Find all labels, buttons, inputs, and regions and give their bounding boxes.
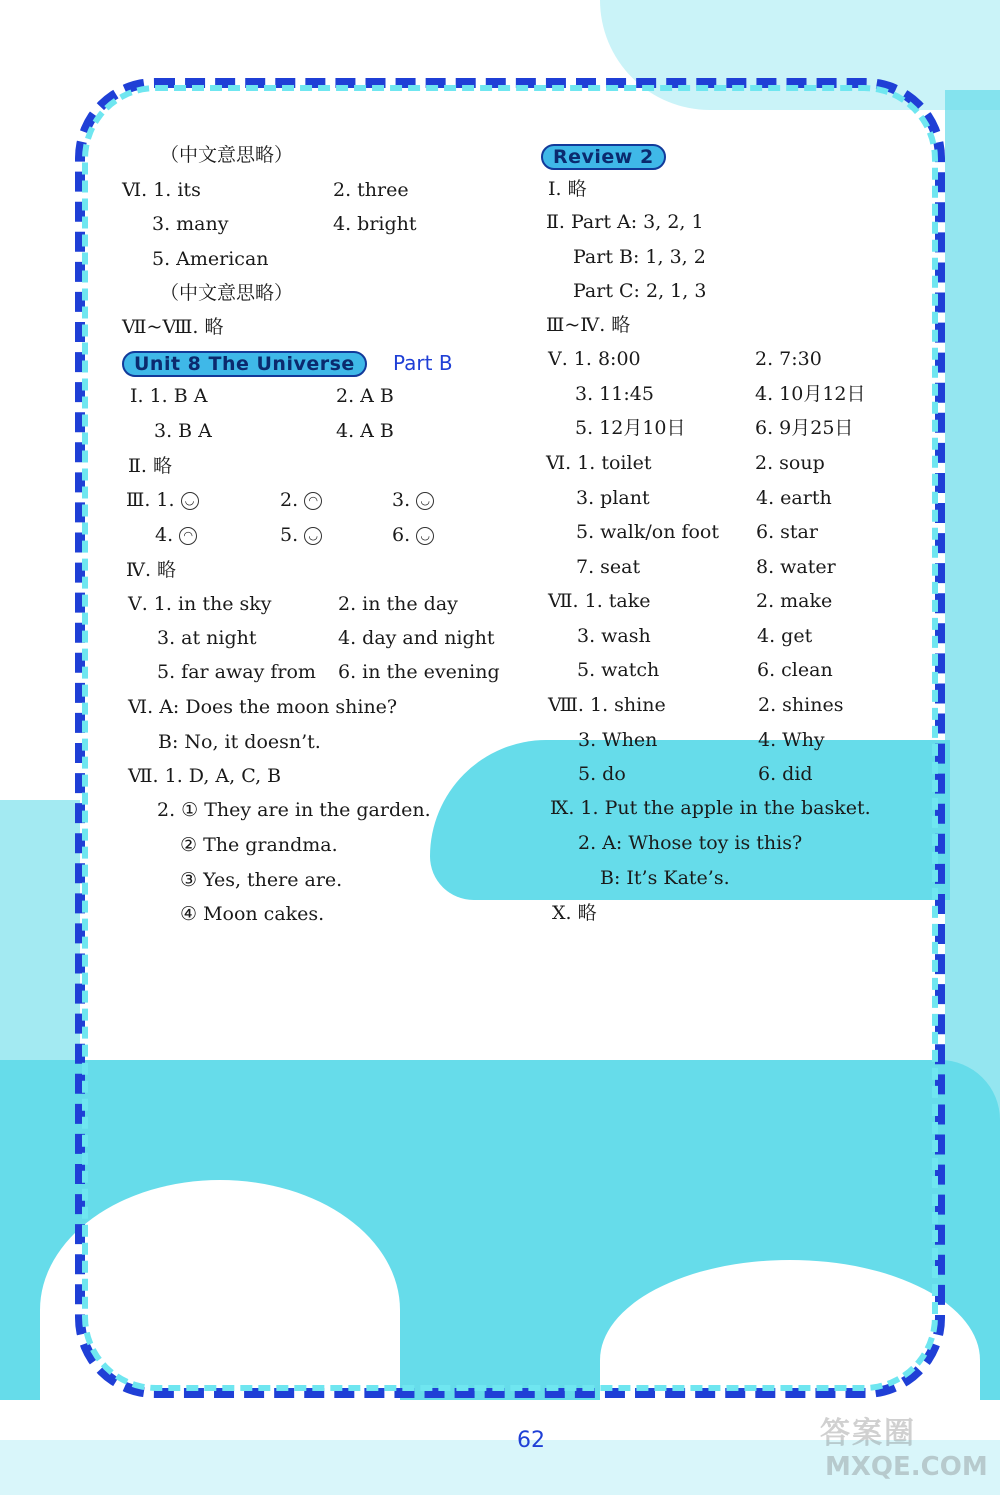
left-vii-1: Ⅶ. 1. D, A, C, B (128, 765, 282, 787)
left-iv: Ⅳ. 略 (126, 559, 177, 581)
left-v-3: 3. at night (157, 627, 257, 649)
left-v-2: 2. in the day (338, 593, 458, 615)
frown-icon: ◠ (179, 527, 197, 545)
right-vi-5: 5. walk/on foot (576, 521, 720, 543)
left-i-3: 3. B A (154, 420, 212, 442)
right-vii-5: 5. watch (577, 659, 660, 681)
right-v-3: 3. 11:45 (575, 383, 654, 405)
right-vii-6: 6. clean (757, 659, 833, 681)
right-vii-4: 4. get (757, 625, 813, 647)
right-v-1: Ⅴ. 1. 8:00 (548, 348, 641, 370)
right-vi-2: 2. soup (755, 452, 825, 474)
left-v-4: 4. day and night (338, 627, 495, 649)
smile-icon: ◡ (416, 527, 434, 545)
frown-icon: ◠ (304, 492, 322, 510)
left-vi-5: 5. American (152, 248, 269, 270)
left-iii-1: Ⅲ. 1. ◡ (126, 488, 199, 512)
left-vi-2: 2. three (333, 179, 409, 201)
right-vii-2: 2. make (756, 590, 833, 612)
unit-8-badge: Unit 8 The Universe (122, 351, 367, 377)
right-viii-5: 5. do (578, 763, 626, 785)
right-ix-1: Ⅸ. 1. Put the apple in the basket. (550, 797, 871, 819)
left-note: （中文意思略） (160, 144, 294, 166)
right-vi-4: 4. earth (756, 487, 832, 509)
watermark-url: MXQE.COM (825, 1452, 988, 1482)
left-v-1: Ⅴ. 1. in the sky (128, 593, 272, 615)
left-vii-viii: Ⅶ~Ⅷ. 略 (122, 316, 224, 338)
right-iii-iv: Ⅲ~Ⅳ. 略 (546, 314, 631, 336)
left-vi-a: Ⅵ. A: Does the moon shine? (128, 696, 398, 718)
right-v-6: 6. 9月25日 (755, 417, 854, 439)
right-v-5: 5. 12月10日 (575, 417, 686, 439)
right-v-2: 2. 7:30 (755, 348, 822, 370)
right-vi-3: 3. plant (576, 487, 650, 509)
left-vi-note: （中文意思略） (160, 282, 294, 304)
right-viii-3: 3. When (578, 729, 658, 751)
right-vii-1: Ⅶ. 1. take (548, 590, 651, 612)
right-ix-2a: 2. A: Whose toy is this? (578, 832, 803, 854)
left-ii: Ⅱ. 略 (128, 455, 172, 477)
right-viii-6: 6. did (758, 763, 813, 785)
right-vi-7: 7. seat (576, 556, 641, 578)
left-vi-3: 3. many (152, 213, 229, 235)
left-iii-5: 5. ◡ (280, 523, 322, 547)
left-i-1: Ⅰ. 1. B A (130, 385, 208, 407)
right-ii-a: Ⅱ. Part A: 3, 2, 1 (546, 211, 704, 233)
left-vi-1: Ⅵ. 1. its (122, 179, 201, 201)
smile-icon: ◡ (304, 527, 322, 545)
left-vii-2-2: ② The grandma. (180, 834, 338, 856)
right-viii-4: 4. Why (758, 729, 825, 751)
right-vi-1: Ⅵ. 1. toilet (546, 452, 652, 474)
watermark-logo: 答案圈 (820, 1416, 916, 1451)
right-viii-2: 2. shines (758, 694, 844, 716)
left-iii-3: 3. ◡ (392, 488, 434, 512)
part-b-label: Part B (393, 351, 453, 375)
right-ix-2b: B: It’s Kate’s. (600, 867, 730, 889)
page-number: 62 (517, 1428, 545, 1453)
left-vi-4: 4. bright (333, 213, 417, 235)
left-vii-2-4: ④ Moon cakes. (180, 903, 325, 925)
left-v-6: 6. in the evening (338, 661, 500, 683)
smile-icon: ◡ (416, 492, 434, 510)
left-vii-2-1: 2. ① They are in the garden. (157, 799, 431, 821)
left-vi-b: B: No, it doesn’t. (158, 731, 321, 753)
review-2-badge: Review 2 (541, 144, 666, 170)
right-vii-3: 3. wash (577, 625, 651, 647)
left-iii-6: 6. ◡ (392, 523, 434, 547)
left-vii-2-3: ③ Yes, there are. (180, 869, 343, 891)
right-i: Ⅰ. 略 (548, 178, 587, 200)
left-i-2: 2. A B (336, 385, 394, 407)
left-iii-4: 4. ◠ (155, 523, 197, 547)
right-ii-b: Part B: 1, 3, 2 (573, 246, 706, 268)
right-ii-c: Part C: 2, 1, 3 (573, 280, 707, 302)
right-vi-8: 8. water (756, 556, 836, 578)
smile-icon: ◡ (181, 492, 199, 510)
left-i-4: 4. A B (336, 420, 394, 442)
right-vi-6: 6. star (756, 521, 818, 543)
left-iii-2: 2. ◠ (280, 488, 322, 512)
right-x: Ⅹ. 略 (552, 902, 597, 924)
left-v-5: 5. far away from (157, 661, 316, 683)
right-v-4: 4. 10月12日 (755, 383, 866, 405)
right-viii-1: Ⅷ. 1. shine (548, 694, 666, 716)
